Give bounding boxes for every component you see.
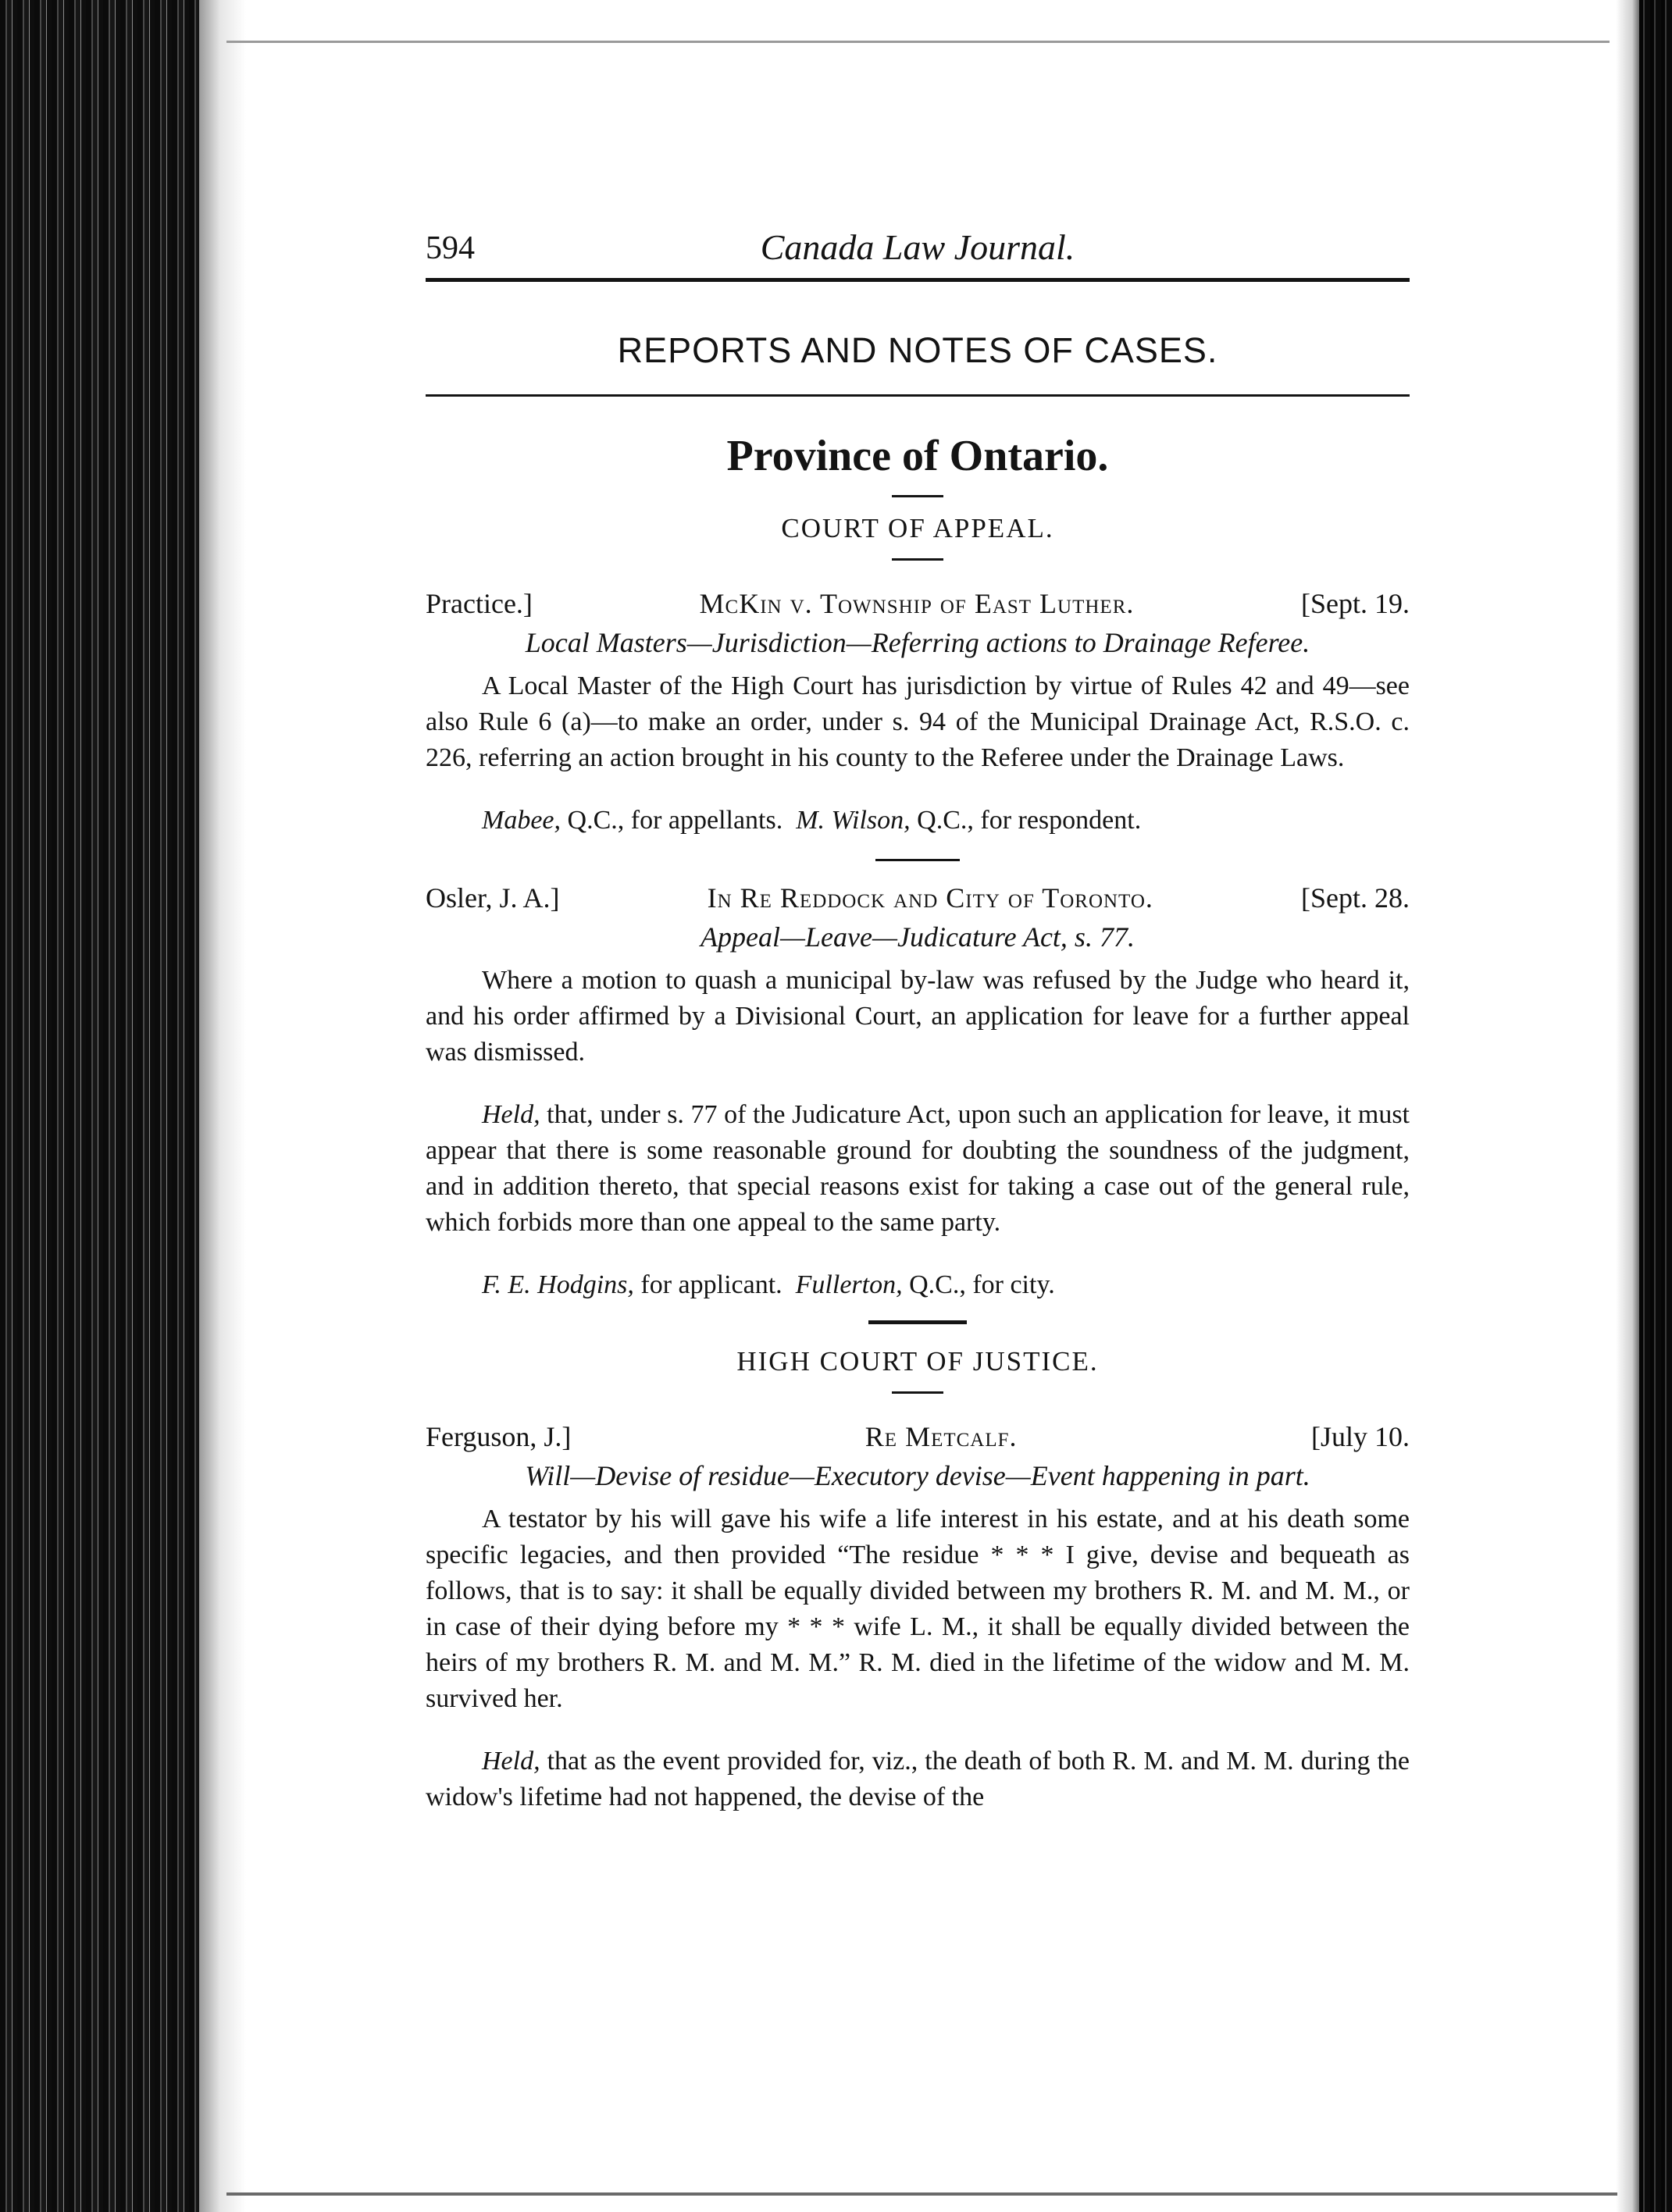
counsel-role: for applicant. <box>633 1270 783 1299</box>
held-label: Held, <box>482 1747 540 1776</box>
held-label: Held, <box>482 1100 540 1129</box>
case-name: McKin v. Township of East Luther. <box>699 588 1135 619</box>
case-held-paragraph <box>426 1744 1410 1815</box>
spine-gradient <box>199 0 246 2212</box>
page-number: 594 <box>426 230 475 266</box>
court-appeal-rule <box>892 558 943 561</box>
province-rule <box>892 495 943 497</box>
case-paragraph: A Local Master of the High Court has jurisdiction by virtue of Rules 42 and 49—see also Rule 6 (a)—to make an order, under s. 94 of the Municipal Drainage Act, R.S.O. c. 226, referring an action brought in his county to the Referee under the Drainage Laws. <box>426 671 1410 772</box>
case-name: In Re Reddock and City of Toronto. <box>707 882 1153 914</box>
held-text: that, under s. 77 of the Judicature Act, upon such an application for leave, it must appear that there is some reasonable ground for doubting the soundness of the judgment, and in addition thereto, that special reasons exist for taking a case out of the general rule, which forbids more than one appeal to the same party. <box>426 1100 1410 1237</box>
right-page-edge <box>1639 0 1672 2212</box>
journal-page <box>426 219 1410 1842</box>
case-date: [July 10. <box>1310 1421 1410 1452</box>
section-title: REPORTS AND NOTES OF CASES. <box>617 330 1218 370</box>
case-judge: Practice.] <box>426 588 533 619</box>
case-header <box>426 587 1410 620</box>
court-of-appeal-heading: COURT OF APPEAL. <box>781 513 1054 543</box>
section-rule <box>426 394 1410 397</box>
counsel-line <box>426 1267 1410 1303</box>
case-headnote: Will—Devise of residue—Executory devise—Event happening in part. <box>525 1460 1310 1491</box>
high-court-heading: HIGH COURT OF JUSTICE. <box>736 1346 1099 1377</box>
counsel-line <box>426 803 1410 839</box>
case-header <box>426 882 1410 914</box>
case-held-paragraph <box>426 1097 1410 1241</box>
province-heading: Province of Ontario. <box>726 432 1109 480</box>
case-separator <box>875 859 960 861</box>
counsel-role: Q.C., for city. <box>902 1270 1055 1299</box>
case-date: [Sept. 19. <box>1300 588 1410 619</box>
journal-title: Canada Law Journal. <box>760 227 1075 267</box>
case-date: [Sept. 28. <box>1300 882 1410 914</box>
case-header <box>426 1420 1410 1453</box>
high-court-rule <box>892 1391 943 1394</box>
counsel-role: Q.C., for respondent. <box>910 806 1142 835</box>
counsel-name: Mabee, <box>482 806 561 835</box>
case-judge: Osler, J. A.] <box>426 882 560 914</box>
counsel-name: Fullerton, <box>795 1270 903 1299</box>
top-scan-edge <box>226 41 1610 43</box>
bottom-scan-edge <box>226 2192 1617 2196</box>
book-spine-shadow <box>0 0 199 2212</box>
counsel-name: M. Wilson, <box>796 806 911 835</box>
case-name: Re Metcalf. <box>865 1421 1018 1452</box>
case-paragraph: Where a motion to quash a municipal by-law was refused by the Judge who heard it, and his order affirmed by a Divisional Court, an application for leave for a further appeal was dismissed. <box>426 966 1410 1067</box>
counsel-role: Q.C., for appellants. <box>561 806 783 835</box>
held-text: that as the event provided for, viz., the death of both R. M. and M. M. during the widow's lifetime had not happened, the devise of the <box>426 1747 1410 1811</box>
running-head <box>426 219 1410 275</box>
right-edge-gradient <box>1616 0 1639 2212</box>
case-headnote: Appeal—Leave—Judicature Act, s. 77. <box>701 921 1135 953</box>
counsel-name: F. E. Hodgins, <box>482 1270 634 1299</box>
case-headnote: Local Masters—Jurisdiction—Referring actions to Drainage Referee. <box>525 627 1310 658</box>
case-separator <box>868 1320 967 1324</box>
case-paragraph: A testator by his will gave his wife a life interest in his estate, and at his death some specific legacies, and then provided “The residue * * * I give, devise and bequeath as follows, that is to say: it shall be equally divided between my brothers R. M. and M. M., or in case of their dying before my * * * wife L. M., it shall be equally divided between the heirs of my brothers R. M. and M. M.” R. M. died in the lifetime of the widow and M. M. survived her. <box>426 1505 1410 1713</box>
running-head-rule <box>426 278 1410 282</box>
case-judge: Ferguson, J.] <box>426 1421 572 1452</box>
